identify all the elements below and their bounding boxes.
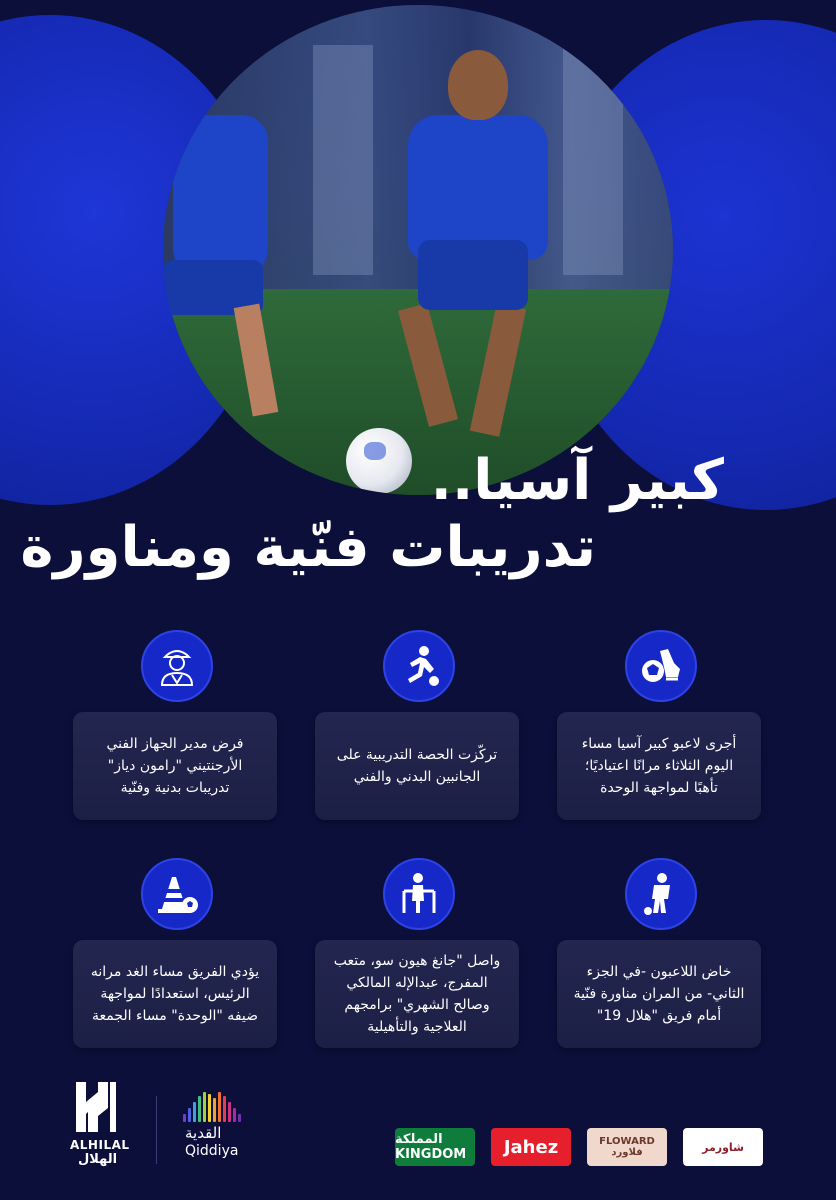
headline-line-2: تدريبات فنّية ومناورة bbox=[20, 515, 596, 580]
info-card bbox=[73, 940, 277, 1048]
info-card-text: فرض مدير الجهاز الفني الأرجنتيني "رامون دياز" تدريبات بدنية وفنّية bbox=[106, 736, 244, 796]
sponsor-floward-logo bbox=[587, 1128, 667, 1166]
sponsor-kingdom-logo: المملكة KINGDOM bbox=[395, 1128, 475, 1166]
info-card-text: أجرى لاعبو كبير آسيا مساء اليوم الثلاثاء مرانًا اعتياديًا؛ تأهبًا لمواجهة الوحدة bbox=[581, 736, 737, 796]
photo-player-side bbox=[173, 115, 268, 275]
headline-line-1: كبير آسيا.. bbox=[430, 448, 724, 513]
alhilal-name-en: ALHILAL bbox=[70, 1138, 130, 1152]
info-card bbox=[557, 712, 761, 820]
football-boot-ball-icon bbox=[625, 630, 697, 702]
player-kicking-icon bbox=[383, 630, 455, 702]
sponsor-jahez-logo: Jahez bbox=[491, 1128, 571, 1166]
info-card-text: واصل "جانغ هيون سو، متعب المفرج، عبدالإله المالكي وصالح الشهري" برامجهم العلاجية والتأهيلية bbox=[333, 953, 501, 1035]
info-card-text: تركّزت الحصة التدريبية على الجانبين البدني والفني bbox=[336, 747, 498, 785]
info-card bbox=[315, 712, 519, 820]
photo-pillar bbox=[313, 45, 373, 275]
photo-pillar bbox=[563, 45, 623, 275]
alhilal-logo-icon bbox=[68, 1078, 124, 1136]
info-card bbox=[557, 940, 761, 1048]
player-dribbling-icon bbox=[625, 858, 697, 930]
floward-name-ar: فلاورد bbox=[611, 1147, 643, 1158]
photo-player-shorts bbox=[418, 240, 528, 310]
info-card-text: خاض اللاعبون -في الجزء الثاني- من المران مناورة فنّية أمام فريق "هلال 19" bbox=[573, 964, 745, 1024]
photo-football bbox=[346, 428, 412, 494]
photo-player-head bbox=[448, 50, 508, 120]
floward-name-en: FLOWARD bbox=[599, 1136, 655, 1147]
footer-divider bbox=[156, 1096, 157, 1164]
qiddiya-logo-icon bbox=[183, 1092, 243, 1122]
info-card bbox=[315, 940, 519, 1048]
rehab-walker-icon bbox=[383, 858, 455, 930]
photo-player-jersey bbox=[408, 115, 548, 260]
hero-photo bbox=[163, 5, 673, 495]
info-card bbox=[73, 712, 277, 820]
qiddiya-name-en: Qiddiya bbox=[185, 1143, 239, 1159]
coach-icon bbox=[141, 630, 213, 702]
cone-ball-icon bbox=[141, 858, 213, 930]
qiddiya-name-ar: القدية bbox=[185, 1124, 222, 1142]
sponsor-shawarmer-logo: شاورمر bbox=[683, 1128, 763, 1166]
alhilal-name-ar: الهلال bbox=[78, 1152, 118, 1167]
info-card-text: يؤدي الفريق مساء الغد مرانه الرئيس، استعدادًا لمواجهة ضيفه "الوحدة" مساء الجمعة bbox=[90, 964, 260, 1024]
